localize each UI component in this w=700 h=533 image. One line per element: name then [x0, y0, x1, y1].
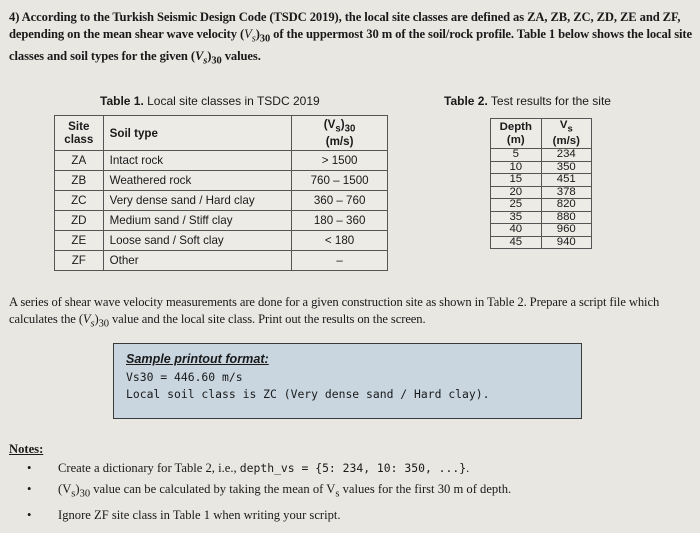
table-row [55, 251, 388, 271]
depth-cell: 10 [491, 161, 542, 174]
note2-sub3: s [335, 488, 340, 500]
table2-caption-rest: Test results for the site [487, 94, 611, 108]
soil-cell: Other [103, 251, 292, 271]
table-row [491, 149, 592, 162]
sample-title: Sample printout format: [126, 352, 269, 366]
task-paragraph [9, 294, 693, 333]
table-row [491, 161, 592, 174]
note2-close: ) [75, 482, 80, 496]
table-row [55, 171, 388, 191]
sample-line-1: Vs30 = 446.60 m/s [126, 370, 243, 384]
intro-text-3: values. [221, 48, 261, 63]
vs-cell: – [292, 251, 388, 271]
table-row [491, 186, 592, 199]
vs-subscript-2: s [203, 55, 208, 67]
list-item [22, 479, 692, 505]
vs-cell: 360 – 760 [292, 191, 388, 211]
table2-header-vs [541, 119, 591, 149]
test-results-table [490, 118, 592, 249]
header-site-word: Site [68, 120, 90, 133]
table-row [491, 236, 592, 249]
table1-header-soil: Soil type [103, 116, 292, 151]
intro-text-1: 4) According to the Turkish Seismic Design Code (TSDC 2019), the local site classes are defined as ZA, ZB, ZC, ZD, ZE and ZF, depending on the mean shear wave velocity ( [9, 10, 681, 41]
vs-symbol: V [244, 26, 252, 41]
table-row [491, 224, 592, 237]
intro-text-2: of the uppermost 30 m of the soil/rock profile. Table 1 below shows the local site classes and soil types for the given ( [9, 26, 692, 63]
note2-mid: value can be calculated by taking the mean of V [90, 482, 336, 496]
table2-header-row [491, 119, 592, 149]
site-cell: ZF [55, 251, 104, 271]
header-class-word: class [64, 133, 94, 146]
table1-header-site [55, 116, 104, 151]
site-classes-table [54, 115, 388, 271]
task-vs-sub: s [90, 318, 95, 330]
header-vs-close: ) [340, 118, 345, 132]
note2-sub2: 30 [79, 488, 91, 500]
header-vs-units: (m/s) [325, 134, 354, 148]
table-row [491, 199, 592, 212]
question-intro [9, 9, 693, 70]
depth-cell: 5 [491, 149, 542, 162]
table-row [491, 174, 592, 187]
depth-cell: 45 [491, 236, 542, 249]
vs-paren-2: ) [207, 48, 212, 63]
sample-printout-box [113, 343, 582, 419]
depth-cell: 15 [491, 174, 542, 187]
vs-value-cell: 820 [541, 199, 591, 212]
list-item [22, 458, 692, 479]
notes-label: Notes: [9, 442, 44, 456]
header-depth-word: Depth [499, 120, 532, 133]
task-vs: V [82, 311, 91, 326]
vs30-subscript-2: 30 [211, 55, 222, 67]
depth-cell: 25 [491, 199, 542, 212]
list-item: • Ignore ZF site class in Table 1 when writing your script. [22, 505, 692, 526]
depth-cell: 35 [491, 211, 542, 224]
header-depth-unit: (m) [506, 133, 525, 146]
notes-list [22, 458, 692, 526]
header-vs-open: (V [323, 118, 336, 132]
vs-value-cell: 940 [541, 236, 591, 249]
soil-cell: Very dense sand / Hard clay [103, 191, 292, 211]
sample-line-2: Local soil class is ZC (Very dense sand / Hard clay). [126, 387, 490, 401]
header-vs-sub2: 30 [344, 123, 356, 135]
vs-subscript: s [251, 33, 256, 45]
soil-cell: Medium sand / Stiff clay [103, 211, 292, 231]
note1-pre: Create a dictionary for Table 2, i.e., [58, 461, 240, 475]
table2-caption [444, 94, 611, 108]
depth-cell: 40 [491, 224, 542, 237]
vs-cell: < 180 [292, 231, 388, 251]
table2-header-depth [491, 119, 542, 149]
task-vs-sub2: 30 [98, 318, 109, 330]
table-row [55, 151, 388, 171]
note2-sub: s [71, 488, 76, 500]
note2-end: values for the first 30 m of depth. [339, 482, 512, 496]
task-text-1: A series of shear wave velocity measurements are done for a given construction site as shown in Table 2. Prepare a script file which calculates the ( [9, 295, 660, 326]
vs-cell: 760 – 1500 [292, 171, 388, 191]
table1-caption-rest: Local site classes in TSDC 2019 [143, 94, 320, 108]
table1-caption [100, 94, 320, 108]
depth-cell: 20 [491, 186, 542, 199]
vs-cell: > 1500 [292, 151, 388, 171]
note1-code: depth_vs = {5: 234, 10: 350, ...} [239, 461, 467, 475]
note2-open: (V [58, 482, 72, 496]
table1-caption-bold: Table 1. [100, 94, 144, 108]
table-row [55, 231, 388, 251]
table-row [55, 191, 388, 211]
table1-header-row [55, 116, 388, 151]
vs30-subscript: 30 [259, 33, 271, 45]
site-cell: ZC [55, 191, 104, 211]
vs-value-cell: 234 [541, 149, 591, 162]
table1-header-vs30 [292, 116, 388, 151]
table2-caption-bold: Table 2. [444, 94, 488, 108]
soil-cell: Loose sand / Soft clay [103, 231, 292, 251]
vs-symbol-2: V [194, 48, 204, 63]
vs-value-cell: 960 [541, 224, 591, 237]
site-cell: ZE [55, 231, 104, 251]
table-row [491, 211, 592, 224]
site-cell: ZA [55, 151, 104, 171]
header-vs-sub: s [335, 123, 341, 135]
vs-value-cell: 880 [541, 211, 591, 224]
task-text-2: value and the local site class. Print out the results on the screen. [108, 311, 426, 326]
vs-value-cell: 350 [541, 161, 591, 174]
site-cell: ZB [55, 171, 104, 191]
task-vs-close: ) [94, 311, 99, 326]
header-vs-unit: (m/s) [552, 135, 580, 148]
vs-paren: ) [255, 26, 260, 41]
header-vs-letter: V [559, 119, 568, 131]
vs-cell: 180 – 360 [292, 211, 388, 231]
soil-cell: Weathered rock [103, 171, 292, 191]
header-vs-letter-sub: s [567, 123, 573, 135]
table-row [55, 211, 388, 231]
vs-value-cell: 378 [541, 186, 591, 199]
soil-cell: Intact rock [103, 151, 292, 171]
note1-post: . [466, 461, 470, 475]
vs-value-cell: 451 [541, 174, 591, 187]
site-cell: ZD [55, 211, 104, 231]
